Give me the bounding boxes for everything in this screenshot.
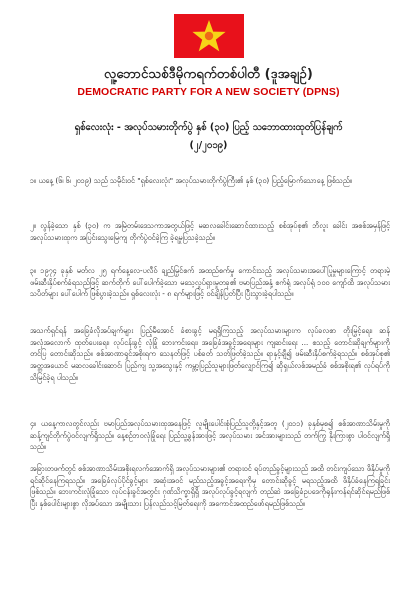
paragraph-3: ၃။ ၁၉၇၄ ခုနှစ် မတ်လ ၂၅ ရက်နေ့လေ-ပလီဝ် ချည်မြှင်စက် အထည်စက်မှု ကောင်းသည့် အလုပ်သမားအပေါ်ပြုမှုများကြောင့် တရားမဲ့ ဖမ်းဆီးနှိပ်စက်ခံရသည်ဖြင့် ဆက်တိုက် ပေါ်ပေါက်ခဲ့သော မသေ့လှုပ်ရှားမှုတခု၏ ဗမာပြည်အနှံ့ စက်ရုံ အလုပ်ရုံ ၁၀၀ ကျော်ထိ အလုပ်သမားသပိတ်များ ပေါ်ပေါက် ဖြစ်ပွားခဲ့သည်။ ရှစ်လေးလုံး - ၈ ရက်များဖြင့် ဝင်ချိန်ပြတ်ပြီး ပြီးသွားခဲ့ရပါသည်။ <box>30 266 390 299</box>
statement-number: (၂/၂၀၁၉) <box>189 140 228 151</box>
party-name-burmese: လူ့ဘောင်သစ်ဒီမိုကရက်တစ်ပါတီ (ဒူအချဉ်) <box>104 67 313 82</box>
statement-title: ရှစ်လေးလုံး - အလုပ်သမားတိုက်ပွဲ နှစ် (၃၀) ပြည့် သဘောထားထုတ်ပြန်ချက် <box>74 122 343 133</box>
party-name-english: DEMOCRATIC PARTY FOR A NEW SOCIETY (DPNS) <box>77 86 340 98</box>
paragraph-5: ၄။ ယနေ့ကာလတွင်လည်း ဗမာပြည်အလုပ်သမားထုအနေဖြင့် လူမျိုးပေါင်းစုံပြည်သူတို့နှင့်အတူ (၂၀၁၁) ခုနှစ်မှစ၍ စစ်အာဏာသိမ်းမှုကို ဆန့်ကျင်တိုက်ပွဲဝင်လျက်ရှိသည်။ နေ့စဉ်ဘဝလုံခြုံရေး ပြည်သူ့ခွန်အားဖြင့် အလုပ်သမား အင်အားများသည် တက်ကြွ နိုးကြားစွာ ပါဝင်လျက်ရှိသည်။ <box>30 419 390 452</box>
party-flag-icon <box>174 14 244 58</box>
paragraph-4: အသက်ရှင်ရန် အခြေခံလိုအပ်ချက်များ ပြည့်မီအောင် ခံစားခွင့် မရရှိကြသည့် အလုပ်သမားများက လုပ်ခလစာ တိုးမြှင့်ရေး၊ ဆန် အလုံအလောက် ထုတ်ပေးရေး၊ လုပ်ငန်းခွင့် လုံခြုံ ဘေးကင်းရေး၊ အခြေခံအခွင့်အရေးများ ကျဆင်းရေး ... စသည့် တောင်းဆိုချက်များကို တင်ပြ တောင်းဆိုသည်။ စစ်အာဏာရှင်အစိုးရက သေနတ်ဖြင့် ပစ်ခတ် သတ်ဖြတ်ခဲ့သည်။ ရာနှင့်ချီ၍ ဖမ်းဆီးနှိပ်စက်ခဲ့ရသည်။ စစ်အုပ်စု၏ အတ္တအယောင် မဆလခေါင်းဆောင်၊ ပြည်ကျ သူ့အသွေးနှင့် ကမ္ဘာ့ပြည်သူများဖြတ်လျှောင်ကြ၍ ဆိုရှယ်လစ်အမည်ခံ စစ်အစိုးရ၏ လုပ်ရပ်ကို သိမြင်ခဲ့ရ ပါသည်။ <box>30 326 390 382</box>
paragraph-6: အခြားတဖက်တွင် စစ်အာဏာသိမ်းအစိုးရလက်အောက်ရှိ အလုပ်သမားများ၏ တရားဝင် ရပ်တည်ခွင့်များသည် အထိ တင်းကျပ်သော ဖိနှိပ်မှုကို ရင်ဆိုင်နေကြရသည်။ အခြေခံလုပ်ပိုင်ခွင့်များ အဆုံးအဝင် မည်သည့်အခွင့်အရေးကိုမှ တောင်းဆိုခွင့် မရသည့်အထိ ဖိနှိပ်ခံနေကြရခြင်း ဖြစ်သည်။ ဘေးကင်းလုံခြုံသော လုပ်ငန်းခွင်အတွင်း ဂုဏ်သိက္ခာရှိရှိ အလုပ်လုပ်ခွင့်ရလျက် တည်ဆဲ အခြေခံဥပဒေကိုရုန်းကန်ရင်ဆိုင်ရမည်ဖြစ်ပြီး နှစ်ပေါင်းများစွာ လိုအပ်သော အမျိုးသား ပြန်လည်သင့်မြတ်ရေးကို အကောင်အထည်ဖော်ရမည်ဖြစ်သည်။ <box>30 464 390 508</box>
paragraph-1: ၁။ ယနေ့ (၆၊ ၆၊ ၂၀၁၉) သည် သမိုင်းဝင် "ရှစ်လေးလုံး" အလုပ်သမားတိုက်ပွဲကြီး၏ နှစ် (၃၀) ပြည့်မြောက်သောနေ့ ဖြစ်သည်။ <box>30 176 352 186</box>
paragraph-2: ၂။ လွန်ခဲ့သော နှစ် (၃၀) က အမြဲတမ်းဒေသကာအတွယ်ဖြင့် မဆလခေါင်းဆောင်ထားသည့် စစ်အုပ်စု၏ ဘိလူး ခေါင်း အစစ်အမှန်ဖြင့် အလုပ်သမားထုက အပြင်းသွေးမြေကျ တိုက်ပွဲဝင်ခဲ့ကြ ခဲ့ရမှုပြသခဲ့သည်။ <box>30 221 390 242</box>
